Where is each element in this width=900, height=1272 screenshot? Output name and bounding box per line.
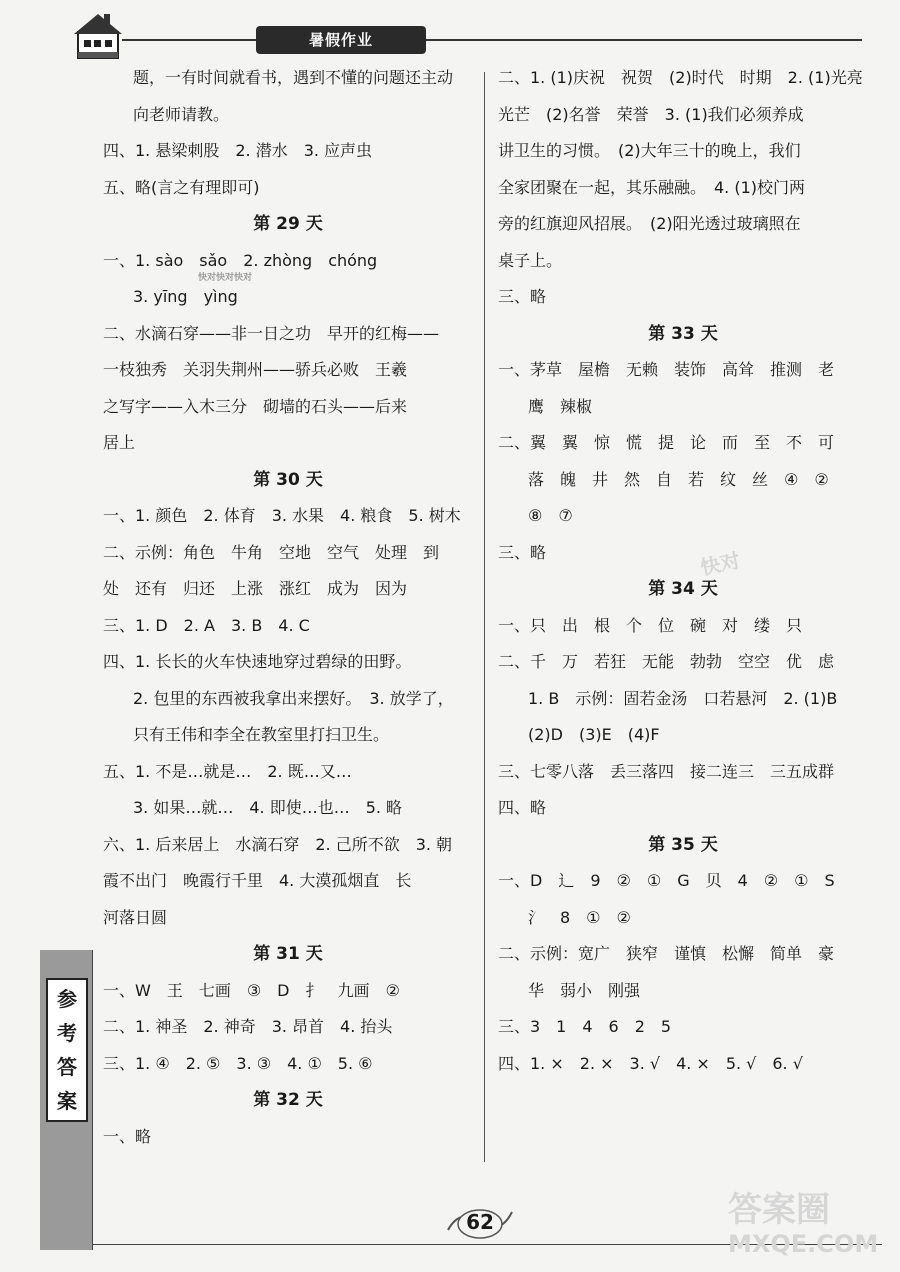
answer-line: 四、略 bbox=[498, 798, 547, 817]
day-heading: 第 29 天 bbox=[253, 214, 323, 234]
answer-line: 一、W 王 七画 ③ D 扌 九画 ② bbox=[103, 980, 400, 1000]
answer-line: 鹰 辣椒 bbox=[528, 396, 593, 416]
day-heading: 第 31 天 bbox=[253, 944, 323, 964]
answer-line: 一、D 辶 9 ② ① G 贝 4 ② ① S bbox=[498, 871, 835, 890]
answer-line: 氵 8 ① ② bbox=[528, 907, 631, 927]
answer-line: 一、1. sào sǎo 2. zhòng chóng bbox=[103, 250, 378, 270]
answer-line: 落 魄 井 然 自 若 纹 丝 ④ ② bbox=[528, 469, 829, 489]
answer-line: 三、略 bbox=[498, 542, 547, 562]
header-rule bbox=[122, 39, 862, 41]
header-title: 暑假作业 bbox=[256, 26, 426, 54]
answer-line: 全家团聚在一起，其乐融融。 4. (1)校门两 bbox=[498, 177, 806, 197]
answer-line: 只有王伟和李全在教室里打扫卫生。 bbox=[133, 725, 390, 744]
answer-line: 桌子上。 bbox=[498, 250, 563, 270]
answer-line: 二、翼 翼 惊 慌 提 论 而 至 不 可 bbox=[498, 433, 835, 452]
answer-line: 3. 如果…就… 4. 即使…也… 5. 略 bbox=[133, 798, 403, 817]
answer-line: 三、3 1 4 6 2 5 bbox=[498, 1017, 672, 1036]
watermark-logo: 答案圈 bbox=[728, 1190, 830, 1230]
answer-line: 向老师请教。 bbox=[133, 104, 230, 124]
answer-line: 一、茅草 屋檐 无赖 装饰 高耸 推测 老 bbox=[498, 360, 835, 379]
watermark-site: MXQE.COM bbox=[728, 1230, 879, 1258]
watermark-small: 快对快对快对 bbox=[198, 273, 253, 283]
answer-line: 一枝独秀 关羽失荆州——骄兵必败 王羲 bbox=[103, 360, 408, 379]
side-char: 答 bbox=[57, 1055, 77, 1079]
answer-line: 华 弱小 刚强 bbox=[528, 980, 641, 1000]
answer-line: 题，一有时间就看书，遇到不懂的问题还主动 bbox=[133, 68, 454, 87]
answer-line: 四、1. × 2. × 3. √ 4. × 5. √ 6. √ bbox=[498, 1053, 803, 1073]
page-number-text: 62 bbox=[466, 1210, 494, 1234]
answer-line: 三、1. ④ 2. ⑤ 3. ③ 4. ① 5. ⑥ bbox=[103, 1053, 373, 1073]
answer-line: 1. B 示例：固若金汤 口若悬河 2. (1)B bbox=[528, 688, 838, 708]
left-column bbox=[103, 60, 473, 1155]
answer-line: 四、1. 长长的火车快速地穿过碧绿的田野。 bbox=[103, 652, 412, 671]
bottom-frame-left bbox=[92, 950, 93, 1250]
answer-line: (2)D (3)E (4)F bbox=[528, 725, 660, 744]
page-number bbox=[440, 1200, 520, 1244]
day-heading: 第 35 天 bbox=[648, 834, 718, 855]
answer-line: 四、1. 悬梁刺股 2. 潜水 3. 应声虫 bbox=[103, 141, 373, 160]
answer-line: 3. yīng yìng bbox=[133, 287, 238, 306]
side-tab-label bbox=[46, 978, 88, 1122]
answer-line: 二、千 万 若狂 无能 勃勃 空空 优 虑 bbox=[498, 652, 835, 671]
house-icon bbox=[70, 8, 126, 64]
answer-line: 三、略 bbox=[498, 287, 547, 306]
answer-line: 旁的红旗迎风招展。 (2)阳光透过玻璃照在 bbox=[498, 214, 801, 233]
right-column bbox=[498, 60, 868, 1082]
answer-line: 二、1. 神圣 2. 神奇 3. 昂首 4. 抬头 bbox=[103, 1017, 393, 1036]
answer-line: ⑧ ⑦ bbox=[528, 506, 573, 525]
day-heading: 第 34 天 bbox=[648, 579, 718, 599]
answer-line: 霞不出门 晚霞行千里 4. 大漠孤烟直 长 bbox=[103, 871, 412, 890]
answer-line: 河落日圆 bbox=[103, 907, 168, 927]
answer-line: 处 还有 归还 上涨 涨红 成为 因为 bbox=[103, 579, 408, 598]
answer-line: 居上 bbox=[103, 433, 136, 452]
column-divider bbox=[484, 72, 485, 1162]
day-heading: 第 30 天 bbox=[253, 469, 323, 490]
answer-line: 光芒 (2)名誉 荣誉 3. (1)我们必须养成 bbox=[498, 104, 804, 124]
answer-line: 之写字——入木三分 砌墙的石头——后来 bbox=[103, 396, 408, 416]
answer-line: 2. 包里的东西被我拿出来摆好。 3. 放学了， bbox=[133, 688, 454, 708]
day-heading: 第 32 天 bbox=[253, 1090, 323, 1110]
answer-line: 三、七零八落 丢三落四 接二连三 三五成群 bbox=[498, 761, 835, 781]
answer-line: 二、水滴石穿——非一日之功 早开的红梅—— bbox=[103, 323, 440, 343]
answer-line: 二、示例：角色 牛角 空地 空气 处理 到 bbox=[103, 542, 440, 562]
answer-line: 六、1. 后来居上 水滴石穿 2. 己所不欲 3. 朝 bbox=[103, 834, 453, 854]
side-char: 案 bbox=[57, 1089, 77, 1113]
watermark-brand: 快对 bbox=[698, 548, 743, 580]
answer-line: 五、略(言之有理即可) bbox=[103, 177, 260, 197]
side-char: 考 bbox=[57, 1021, 77, 1045]
page-header bbox=[70, 8, 870, 68]
chevron-right-icon: » bbox=[410, 30, 422, 51]
answer-line: 一、1. 颜色 2. 体育 3. 水果 4. 粮食 5. 树木 bbox=[103, 506, 461, 525]
answer-line: 三、1. D 2. A 3. B 4. C bbox=[103, 615, 310, 635]
side-tab bbox=[40, 950, 92, 1250]
answer-line: 一、只 出 根 个 位 碗 对 缕 只 bbox=[498, 615, 803, 635]
answer-line: 讲卫生的习惯。 (2)大年三十的晚上，我们 bbox=[498, 141, 801, 160]
answer-line: 一、略 bbox=[103, 1126, 152, 1146]
answer-line: 二、1. (1)庆祝 祝贺 (2)时代 时期 2. (1)光亮 bbox=[498, 68, 863, 87]
answer-line: 二、示例：宽广 狭窄 谨慎 松懈 简单 豪 bbox=[498, 944, 835, 963]
day-heading: 第 33 天 bbox=[648, 323, 718, 344]
answer-line: 五、1. 不是…就是… 2. 既…又… bbox=[103, 761, 352, 781]
side-char: 参 bbox=[57, 987, 77, 1011]
